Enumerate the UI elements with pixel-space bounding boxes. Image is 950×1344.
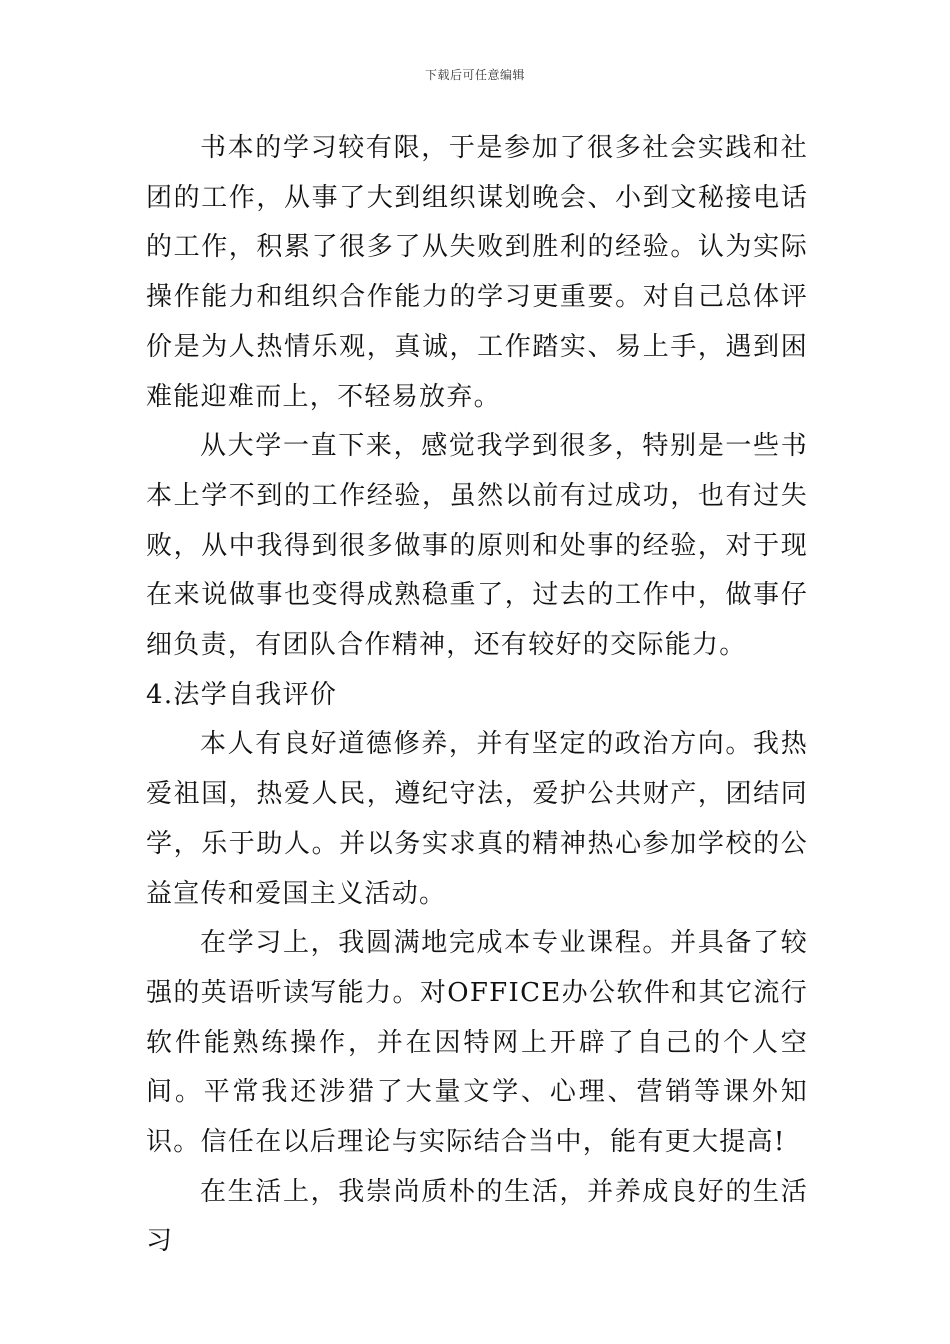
paragraph-2: 从大学一直下来，感觉我学到很多，特别是一些书本上学不到的工作经验，虽然以前有过成功，也有过失败，从中我得到很多做事的原则和处事的经验，对于现在来说做事也变得成熟稳重了，过去的工作中，做事仔细负责，有团队合作精神，还有较好的交际能力。	[146, 431, 808, 661]
paragraph-3: 本人有良好道德修养，并有坚定的政治方向。我热爱祖国，热爱人民，遵纪守法，爱护公共财产，团结同学，乐于助人。并以务实求真的精神热心参加学校的公益宣传和爱国主义活动。	[146, 729, 808, 909]
header-note: 下载后可任意编辑	[424, 68, 525, 82]
section-heading: 4.法学自我评价	[146, 679, 338, 710]
document-body	[146, 124, 808, 1267]
paragraph-5: 在生活上，我崇尚质朴的生活，并养成良好的生活习	[146, 1176, 808, 1257]
paragraph-4: 在学习上，我圆满地完成本专业课程。并具备了较强的英语听读写能力。对OFFICE办公软件和其它流行软件能熟练操作，并在因特网上开辟了自己的个人空间。平常我还涉猎了大量文学、心理、营销等课外知识。信任在以后理论与实际结合当中，能有更大提高!	[146, 928, 808, 1158]
paragraph-1: 书本的学习较有限，于是参加了很多社会实践和社团的工作，从事了大到组织谋划晚会、小到文秘接电话的工作，积累了很多了从失败到胜利的经验。认为实际操作能力和组织合作能力的学习更重要。对自己总体评价是为人热情乐观，真诚，工作踏实、易上手，遇到困难能迎难而上，不轻易放弃。	[146, 133, 808, 412]
